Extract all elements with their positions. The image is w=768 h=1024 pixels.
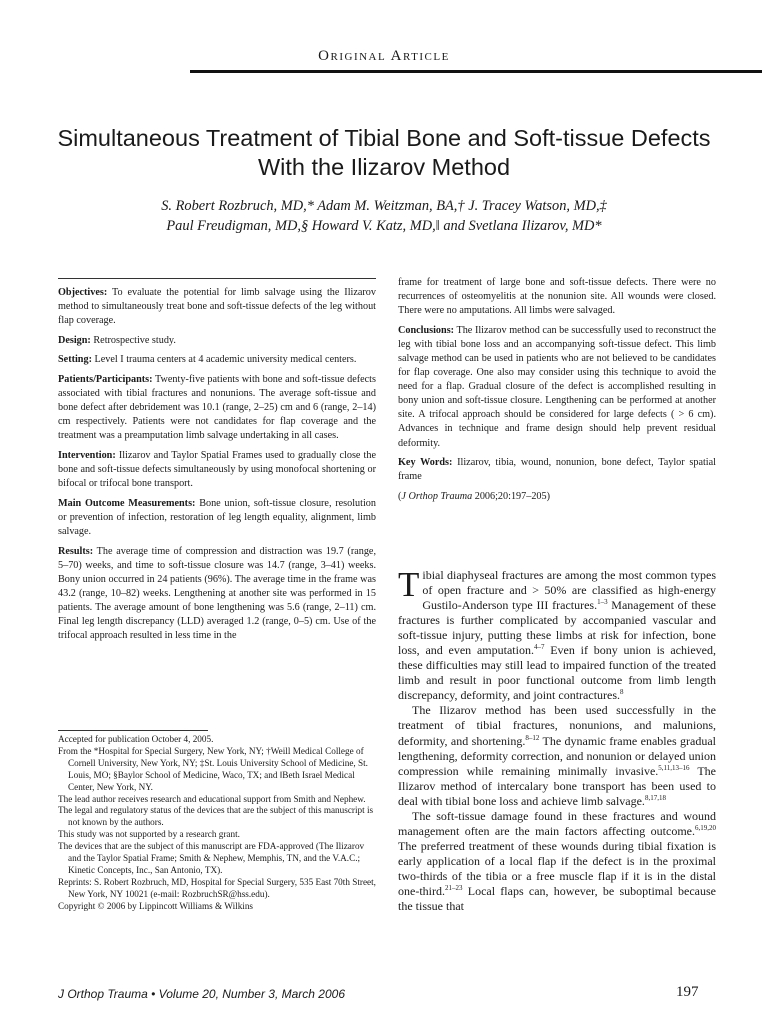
keywords-label: Key Words:: [398, 457, 453, 469]
p2-text-a: The Ilizarov method has been used successfully in the treatment of tibial fractures, nonunions, and malunions, deformity, and shortening.: [398, 703, 716, 748]
abstract-objectives: [58, 286, 376, 328]
footnotes: [58, 734, 378, 913]
citation-open: (: [398, 490, 402, 502]
ref: 8–12: [525, 733, 540, 742]
page-number: 197: [676, 984, 699, 1000]
authors-line-1: S. Robert Rozbruch, MD,* Adam M. Weitzman, BA,† J. Tracey Watson, MD,‡: [161, 198, 607, 214]
outcomes-text: Bone union, soft-tissue closure, resolution or prevention of infection, restoration of leg length equality, alignment, limb salvage.: [58, 497, 376, 537]
intervention-text: Ilizarov and Taylor Spatial Frames used to gradually close the bone and soft-tissue defects simultaneously by using monofocal shortening or bifocal or trifocal bone transport.: [58, 449, 376, 490]
body-paragraph-1: [398, 565, 716, 703]
abstract-rule: [58, 278, 376, 279]
intervention-label: Intervention:: [58, 449, 116, 461]
ref: 4–7: [533, 643, 545, 652]
p1-text-b: Management of these fractures is further complicated by accompanied vascular and soft-tissue injury, putting these limbs at risk for infection, bone loss, and even amputation.: [398, 598, 716, 658]
abstract-left-column: [58, 286, 376, 649]
abstract-right-column: [398, 276, 716, 509]
patients-text: Twenty-five patients with bone and soft-tissue defects associated with tibial fractures and nonunions. The average soft-tissue and bone defect after debridement was 10.1 (range, 2–25) cm and 6 (range, 2–14) cm respectively. Patients were not candidates for flap coverage and the treatment was a preamputation limb salvage undertaking in all cases.: [58, 373, 376, 442]
objectives-label: Objectives:: [58, 287, 108, 298]
p2-text-c: The Ilizarov method of intercalary bone transport has been used to deal with tibial bone loss and achieve limb salvage.: [398, 763, 716, 808]
ref: 8,17,18: [644, 793, 666, 802]
running-footer-journal: J Orthop Trauma • Volume 20, Number 3, March 2006: [58, 987, 345, 1001]
keywords-text: Ilizarov, tibia, wound, nonunion, bone defect, Taylor spatial frame: [398, 457, 716, 483]
abstract-intervention: [58, 449, 376, 491]
setting-label: Setting:: [58, 354, 92, 366]
drop-cap: T: [398, 565, 420, 604]
ref: 8: [620, 688, 624, 697]
footnote-grant: This study was not supported by a research grant.: [58, 829, 240, 840]
body-paragraph-3: [398, 809, 716, 914]
abstract-conclusions: [398, 324, 716, 451]
design-text: Retrospective study.: [93, 334, 176, 346]
p3-text-b: The preferred treatment of these wounds during tibial fixation is early application of a local flap if the defect is in the proximal two-thirds of the tibia or a free muscle flap if it is in the distal one-third.: [398, 838, 716, 898]
article-title: Simultaneous Treatment of Tibial Bone and Soft-tissue Defects With the Ilizarov Method: [57, 125, 711, 180]
footnote-affiliations: From the *Hospital for Special Surgery, New York, NY; †Weill Medical College of Cornell University, New York, NY; ‡St. Louis University School of Medicine, St. Louis, MO; §Baylor School of Medicine, Waco, TX; and ‖Beth Israel Medical Center, New York, NY.: [58, 745, 368, 792]
patients-label: Patients/Participants:: [58, 373, 153, 385]
results-label: Results:: [58, 545, 94, 557]
ref: 1–3: [597, 598, 608, 607]
footnote-devices: The devices that are the subject of this manuscript are FDA-approved (The Ilizarov and the Taylor Spatial Frame; Smith & Nephew, Memphis, TN, and the V.A.C.; Kinetic Concepts, Inc., San Antonio, TX).: [58, 841, 365, 875]
abstract-patients: [58, 373, 376, 443]
journal-citation: [398, 490, 716, 504]
footnote-regulatory: The legal and regulatory status of the devices that are the subject of this manuscript is not known by the authors.: [58, 805, 374, 828]
footnote-accepted: Accepted for publication October 4, 2005.: [58, 734, 214, 744]
abstract-keywords: [398, 456, 716, 484]
conclusions-text: The Ilizarov method can be successfully used to reconstruct the leg with tibial bone loss and an accompanying soft-tissue defect. This limb salvage method can be used in patients who are not believed to be candidates for flap coverage. One also may consider using this technique to avoid the need for a flap. Gradual closure of the defect is accomplished resulting in bony union and soft-tissue closure. Lengthening can be performed at another site. A trifocal approach should be considered for large defects ( > 6 cm). Advances in technique and frame design should help prevent residual deformity.: [398, 324, 716, 449]
author-list: [40, 196, 728, 236]
p3-text-a: The soft-tissue damage found in these fractures and wound management often are the main factors affecting outcome.: [398, 808, 716, 838]
footnote-copyright: Copyright © 2006 by Lippincott Williams & Wilkins: [58, 900, 254, 911]
p1-text-c: Even if bony union is achieved, these difficulties may still lead to impaired function of the treated limb and result in poor functional outcome from limb length discrepancy, deformity, and joint contractures.: [398, 643, 716, 703]
outcomes-label: Main Outcome Measurements:: [58, 497, 196, 509]
abstract-results: [58, 545, 376, 644]
p3-text-c: Local flaps can, however, be suboptimal because the tissue that: [398, 883, 716, 914]
design-label: Design:: [58, 334, 91, 346]
ref: 21–23: [445, 883, 463, 892]
body-paragraph-2: [398, 703, 716, 808]
authors-line-2: Paul Freudigman, MD,§ Howard V. Katz, MD,‖ and Svetlana Ilizarov, MD*: [166, 218, 602, 234]
objectives-text: To evaluate the potential for limb salvage using the Ilizarov method to simultaneously treat bone and soft-tissue defects of the leg without flap coverage.: [58, 287, 376, 327]
conclusions-label: Conclusions:: [398, 324, 455, 336]
abstract-setting: [58, 353, 376, 367]
abstract-design: [58, 334, 376, 348]
abstract-outcomes: [58, 497, 376, 539]
section-kicker: Original Article: [318, 48, 450, 64]
footnote-reprints: Reprints: S. Robert Rozbruch, MD, Hospital for Special Surgery, 535 East 70th Street, New York, NY 10021 (e-mail: RozbruchSR@hss.edu).: [58, 876, 376, 899]
ref: 5,11,13–16: [658, 763, 690, 772]
ref: 6,19,20: [695, 823, 716, 832]
results-text: The average time of compression and distraction was 19.7 (range, 5–70) weeks, and time to soft-tissue closure was 14.7 (range, 3–41) weeks. Bony union occurred in 24 patients (96%). The average time in the frame was 43.2 (range, 10–82) weeks. Lengthening at another site was performed in 15 patients. The average amount of bone lengthening was 5.6 (range, 2–11) cm. Final leg length discrepancy (LLD) averaged 1.2 (range, 0–5) cm. Use of the trifocal approach resulted in less time in the: [58, 545, 376, 642]
header-rule: [190, 70, 762, 73]
footnote-rule: [58, 730, 208, 731]
citation-journal: J Orthop Trauma: [401, 490, 473, 502]
p2-text-b: The dynamic frame enables gradual lengthening, deformity correction, and nonunion or delayed union compression while remaining minimally invasive.: [398, 733, 717, 778]
p1-text-a: ibial diaphyseal fractures are among the most common types of open fracture and > 50% are classified as high-energy Gustilo-Anderson type III fractures.: [422, 568, 716, 613]
setting-text: Level I trauma centers at 4 academic university medical centers.: [94, 354, 357, 366]
citation-rest: 2006;20:197–205): [472, 490, 550, 502]
footnote-support: The lead author receives research and educational support from Smith and Nephew.: [58, 793, 366, 804]
article-body: [398, 565, 717, 914]
results-continued: frame for treatment of large bone and soft-tissue defects. There were no recurrences of osteomyelitis at the nonunion site. All wounds were closed. There were no amputations. All limbs were salvaged.: [398, 277, 716, 317]
